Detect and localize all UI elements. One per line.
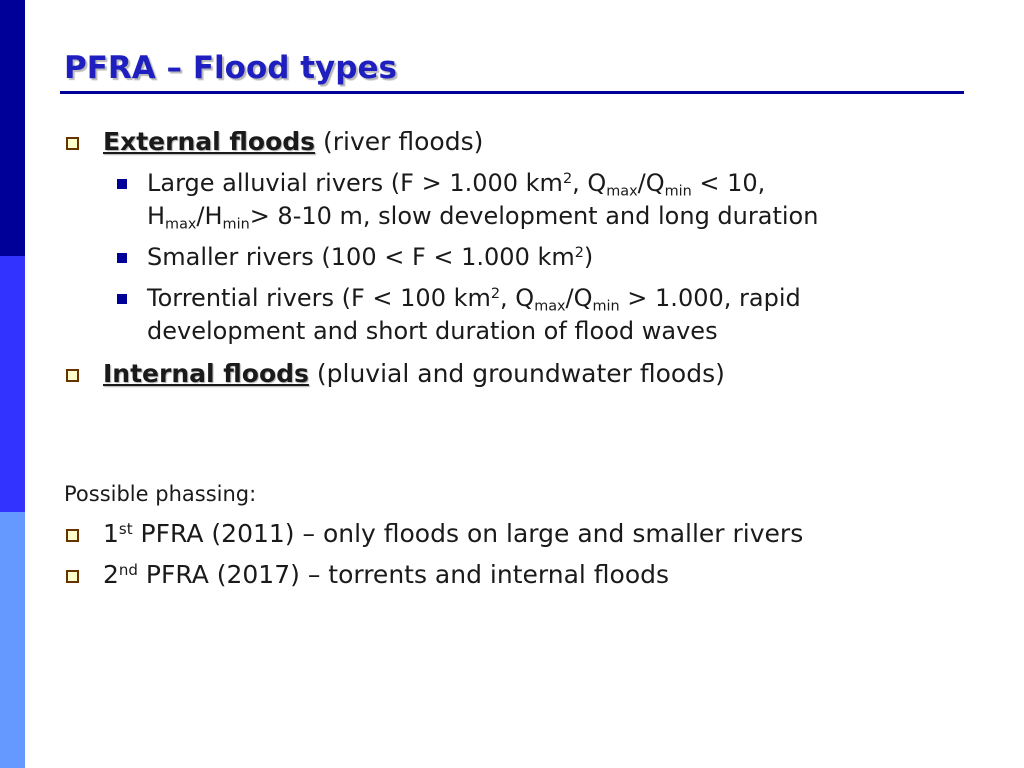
square-bullet-icon xyxy=(66,529,79,542)
square-bullet-icon xyxy=(66,137,79,150)
filled-square-bullet-icon xyxy=(117,253,127,263)
square-bullet-icon xyxy=(66,570,79,583)
square-bullet-icon xyxy=(66,369,79,382)
external-floods-heading: External floods xyxy=(103,127,316,156)
filled-square-bullet-icon xyxy=(117,179,127,189)
external-floods-note: (river floods) xyxy=(323,127,484,156)
slide-content: External floods (river floods) Large alluvial rivers (F > 1.000 $km^2$, $Q_{max}/Q_{min} < 10$, $H_{max}/H_{min}> 8-10$ m, slow development and long duration Smaller rivers (100 < F < 1.000 $km^2$) Torrential rivers (F < 100 $km^2$, $Q_{max}/Q_{min} > 1.000$, rapid development and short duration of flood waves Internal floods (pluvial and groundwater floods) Possible phassing: 1st PFRA (2011) – only floods on large and smaller rivers 2nd PFRA (2017) – torrents and internal floods xyxy=(64,127,819,589)
slide-title: PFRA – Flood types xyxy=(64,50,397,86)
internal-floods-heading: Internal floods xyxy=(103,359,309,388)
internal-floods-note: (pluvial and groundwater floods) xyxy=(316,359,725,388)
filled-square-bullet-icon xyxy=(117,294,127,304)
